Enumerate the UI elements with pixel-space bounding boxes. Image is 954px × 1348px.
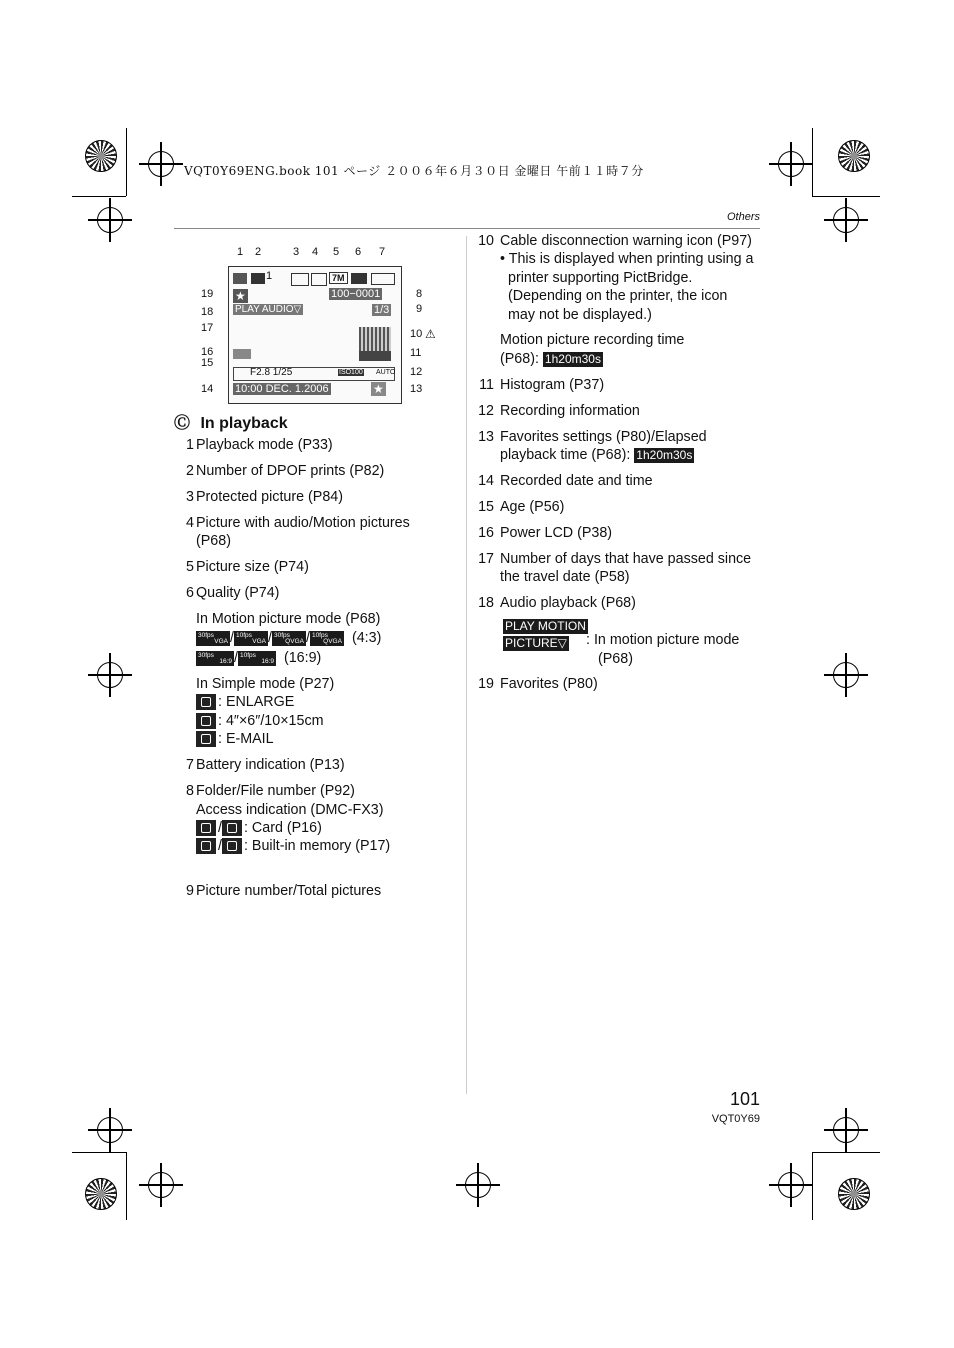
time-badge: 1h20m30s <box>636 448 693 462</box>
callout-12: 12 <box>410 366 423 378</box>
card-access-row: / : Card (P16) <box>196 819 322 837</box>
crop-line <box>126 1152 127 1220</box>
favorites-setting-icon: ★ <box>373 382 384 396</box>
registration-mark <box>833 1117 859 1143</box>
motion-note-cont: (P68) <box>598 651 633 667</box>
fps-icon: 10fps QVGA <box>311 631 342 645</box>
callout-16: 16 <box>201 346 214 358</box>
builtin-access-row: / : Built-in memory (P17) <box>196 837 390 855</box>
enlarge-icon <box>196 694 216 710</box>
battery-icon <box>371 273 395 285</box>
playback-mode-icon <box>233 273 247 284</box>
fps-icon: 30fps QVGA <box>273 631 304 645</box>
registration-mark <box>778 1172 804 1198</box>
bullet-line: (Depending on the printer, the icon <box>508 288 728 304</box>
auto-info: AUTO <box>376 369 396 376</box>
iso-info: ISO100 <box>339 369 363 376</box>
motion-mode-label: In Motion picture mode (P68) <box>196 611 381 627</box>
callout-3: 3 <box>293 246 300 258</box>
crop-line <box>72 1152 126 1153</box>
fps-icon: 30fps 16:9 <box>198 651 232 665</box>
recording-info-bar <box>233 367 395 381</box>
simple-mode-row: : 4″×6″/10×15cm <box>196 712 324 730</box>
registration-mark <box>465 1172 491 1198</box>
section-mark: Ⓒ <box>174 415 191 432</box>
registration-mark <box>778 151 804 177</box>
elapsed-time-row: playback time (P68): 1h20m30s <box>500 447 693 463</box>
simple-mode-label: In Simple mode (P27) <box>196 676 335 692</box>
callout-15: 15 <box>201 357 214 369</box>
bullet-line: printer supporting PictBridge. <box>508 270 693 286</box>
builtin-memory-icon <box>196 838 216 854</box>
callout-6: 6 <box>355 246 362 258</box>
document-code: VQT0Y69 <box>711 1113 760 1125</box>
play-motion-badge: PLAY MOTION <box>505 619 586 633</box>
callout-17: 17 <box>201 322 214 334</box>
crop-line <box>72 196 126 197</box>
callout-11: 11 <box>410 347 422 359</box>
power-lcd-icon <box>233 349 251 359</box>
crop-wheel-bottom-right <box>838 1178 870 1210</box>
builtin-access-icon <box>222 838 242 854</box>
email-icon <box>196 731 216 747</box>
recorded-datetime: 10:00 DEC. 1.2006 <box>235 383 329 395</box>
crop-line <box>812 128 813 196</box>
crop-line <box>812 196 880 197</box>
column-divider <box>466 236 467 1094</box>
registration-mark <box>97 662 123 688</box>
motion-note: : In motion picture mode <box>586 632 740 648</box>
section-title: In playback <box>200 415 288 432</box>
registration-mark <box>148 151 174 177</box>
card-access-icon <box>222 820 242 836</box>
callout-14: 14 <box>201 383 214 395</box>
page-number: 101 <box>729 1089 760 1109</box>
motion-quality-43-row: 30fps VGA / 10fps VGA / 30fps QVGA / 10fps QVGA (4:3) <box>198 630 382 646</box>
registration-mark <box>97 207 123 233</box>
simple-mode-row: : ENLARGE <box>196 693 294 711</box>
fps-icon: 30fps VGA <box>198 631 228 645</box>
picture-count: 1/3 <box>374 304 390 316</box>
bullet-line: • This is displayed when printing using a <box>500 251 754 267</box>
motion-time-row: (P68): 1h20m30s <box>500 351 601 367</box>
quality-icon <box>351 273 367 284</box>
crop-line <box>126 128 127 196</box>
card-icon <box>196 820 216 836</box>
registration-mark <box>833 662 859 688</box>
dpof-count: 1 <box>266 270 273 282</box>
section-label: Others <box>726 211 760 223</box>
histogram <box>359 327 391 361</box>
file-header-line: VQT0Y69ENG.book 101 ページ ２００６年６月３０日 金曜日 午前１１時７分 <box>184 164 644 178</box>
callout-19: 19 <box>201 288 214 300</box>
callout-10: 10 <box>410 328 423 340</box>
crop-line <box>812 1152 813 1220</box>
registration-mark <box>97 1117 123 1143</box>
print-size-icon <box>196 713 216 729</box>
cable-warning-icon: ⚠ <box>425 327 436 341</box>
fps-icon: 10fps VGA <box>235 631 266 645</box>
simple-mode-row: : E-MAIL <box>196 730 274 748</box>
callout-18: 18 <box>201 306 214 318</box>
list-item-cont: the travel date (P58) <box>500 569 630 585</box>
callout-13: 13 <box>410 383 423 395</box>
registration-mark <box>148 1172 174 1198</box>
dpof-print-icon <box>251 273 265 284</box>
exposure-info: F2.8 1/25 <box>250 367 293 378</box>
callout-4: 4 <box>312 246 319 258</box>
callout-7: 7 <box>379 246 386 258</box>
bullet-line: may not be displayed.) <box>508 307 652 323</box>
callout-2: 2 <box>255 246 262 258</box>
motion-quality-169-row: 30fps 16:9 / 10fps 16:9 (16:9) <box>198 650 322 666</box>
access-indication-label: Access indication (DMC-FX3) <box>196 802 384 818</box>
section-heading <box>174 410 288 433</box>
picture-size-icon: 7M <box>329 272 348 284</box>
callout-8: 8 <box>416 288 423 300</box>
crop-wheel-top-left <box>85 140 117 172</box>
crop-wheel-bottom-left <box>85 1178 117 1210</box>
fps-icon: 10fps 16:9 <box>239 651 274 665</box>
callout-5: 5 <box>333 246 340 258</box>
crop-line <box>812 1152 880 1153</box>
folder-file-number: 100−0001 <box>331 288 381 300</box>
time-badge: 1h20m30s <box>544 352 601 366</box>
header-rule <box>174 228 760 229</box>
lcd-screen <box>228 266 402 404</box>
favorites-icon: ★ <box>235 289 246 303</box>
play-audio-label: PLAY AUDIO▽ <box>235 304 302 315</box>
registration-mark <box>833 207 859 233</box>
callout-1: 1 <box>237 246 244 258</box>
picture-badge: PICTURE▽ <box>505 636 567 650</box>
motion-time-label: Motion picture recording time <box>500 332 685 348</box>
protect-icon <box>291 273 309 286</box>
callout-9: 9 <box>416 303 423 315</box>
crop-wheel-top-right <box>838 140 870 172</box>
audio-icon <box>311 273 327 286</box>
